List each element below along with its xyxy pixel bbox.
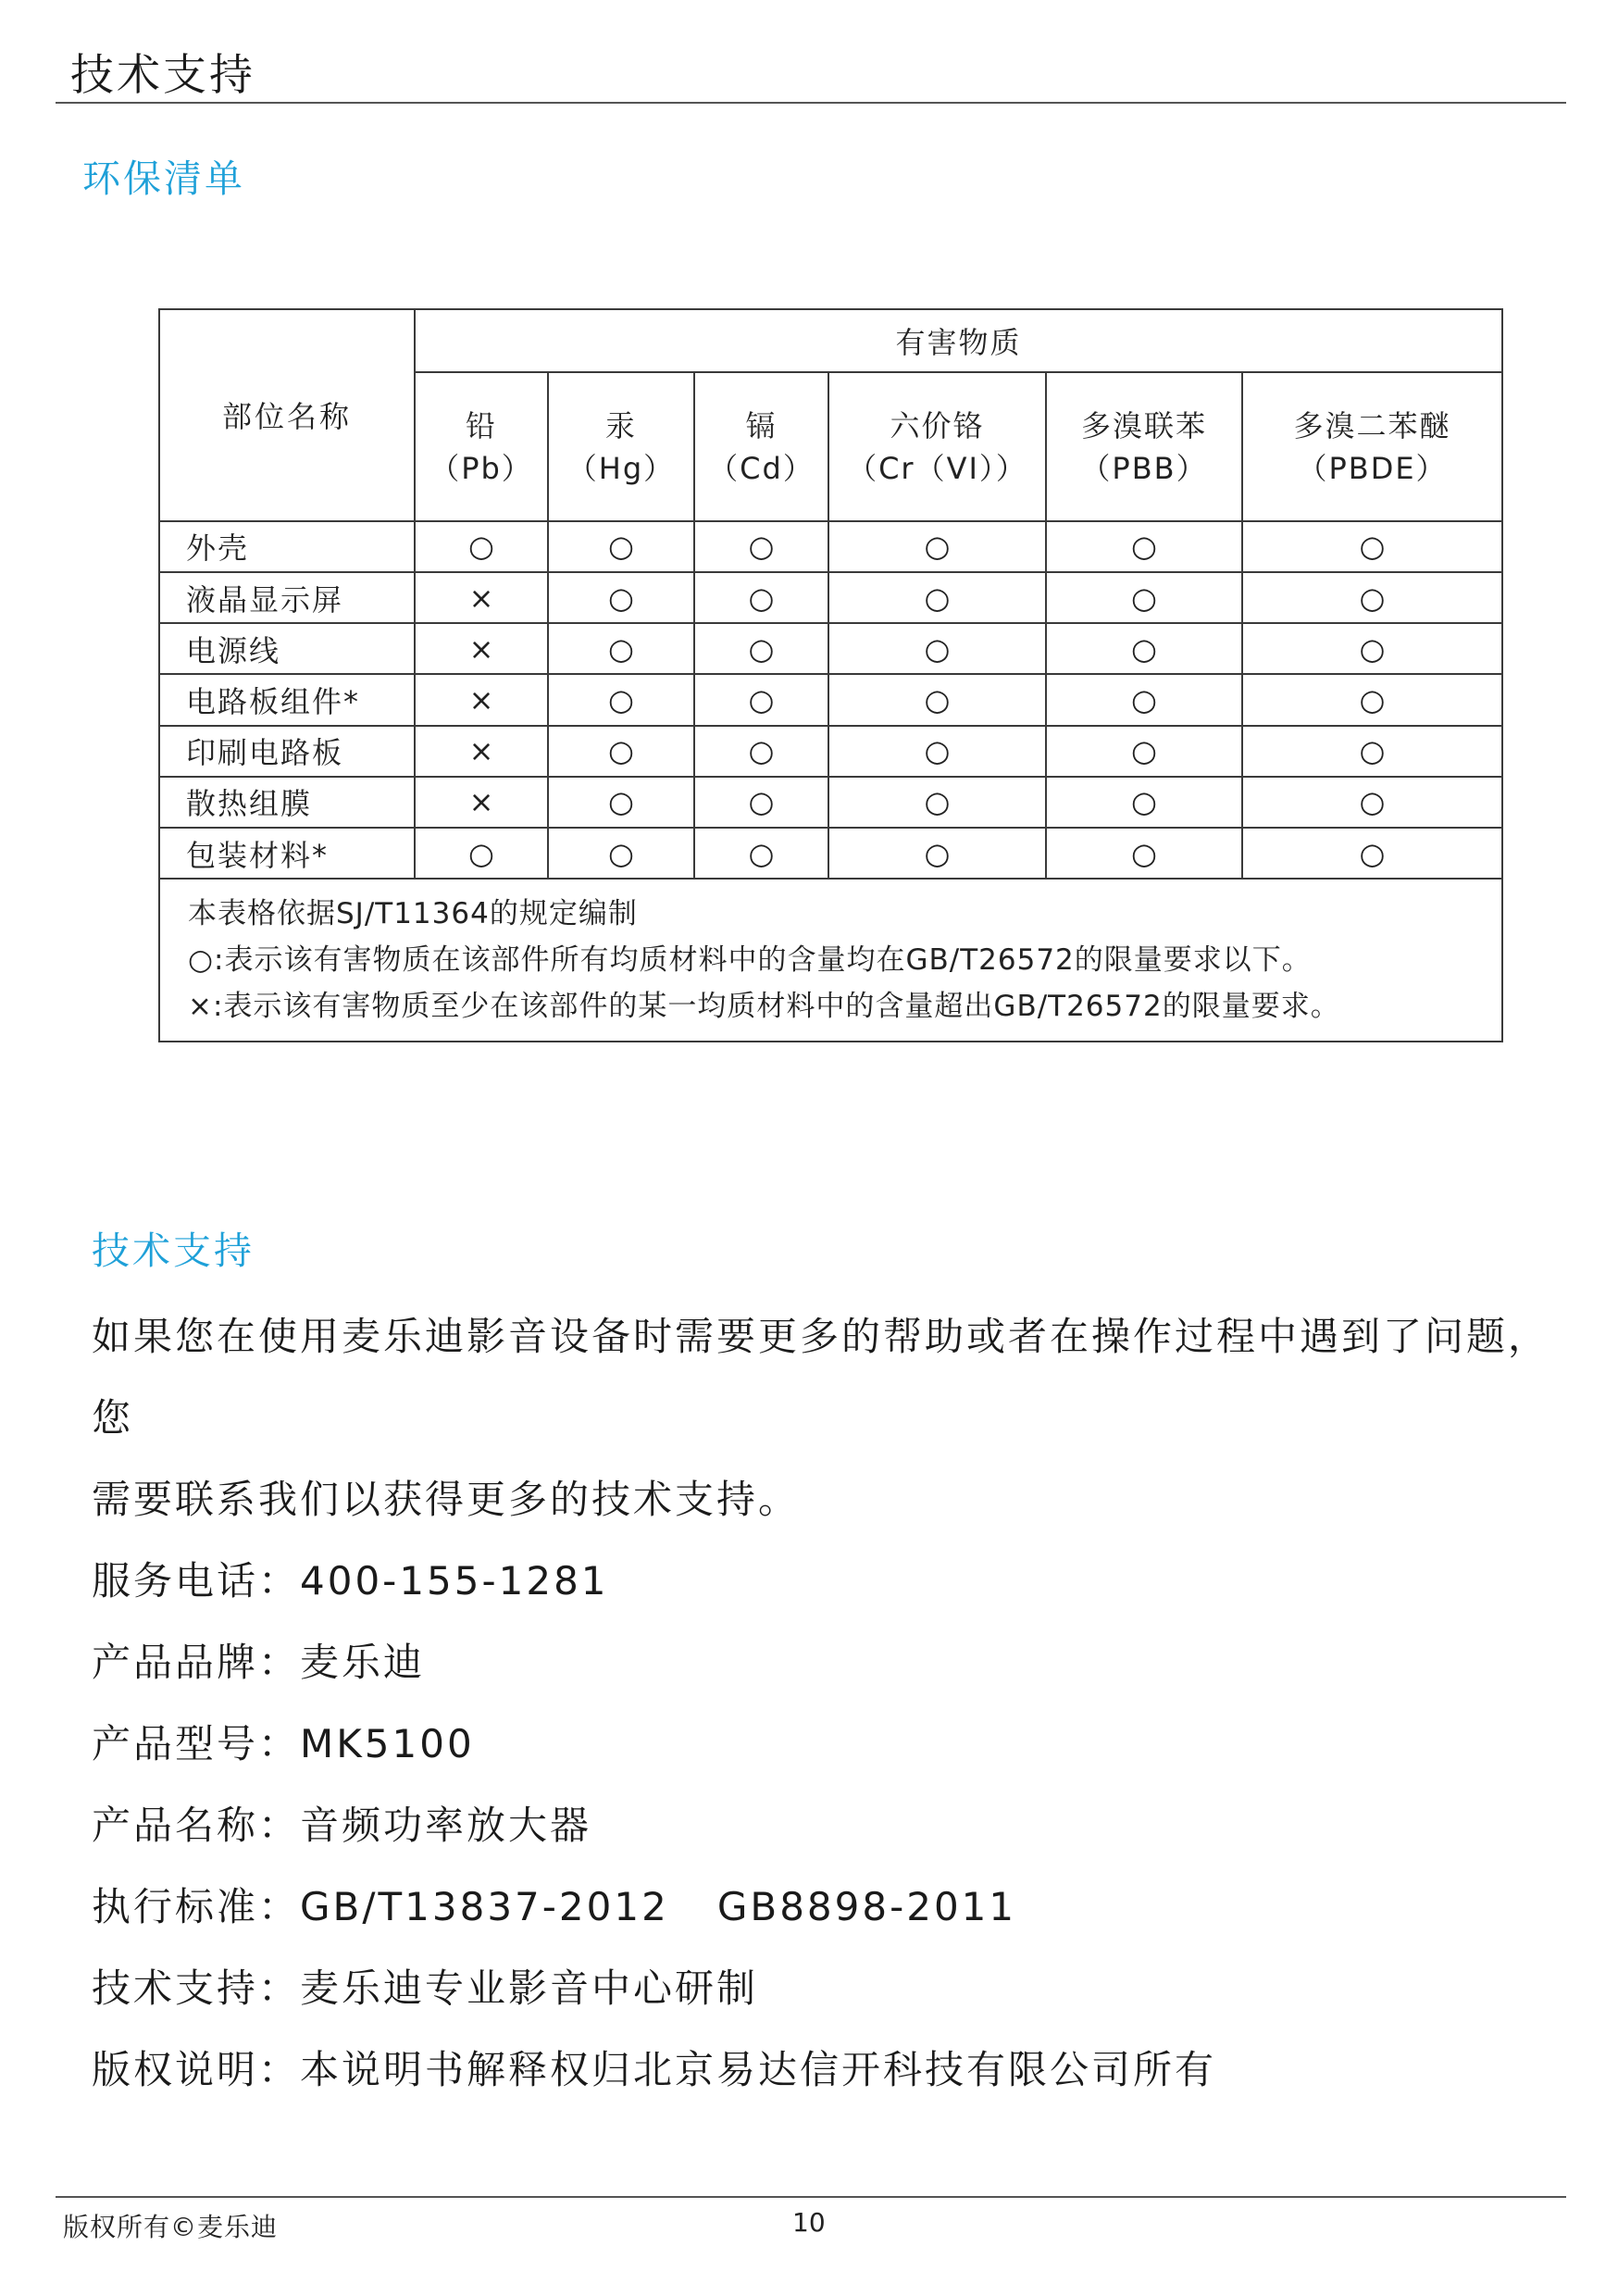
- exceeds-mark: ×: [415, 623, 548, 674]
- compliant-mark: ○: [828, 726, 1046, 777]
- note-cross: ×:表示该有害物质至少在该部件的某一均质材料中的含量超出GB/T26572的限量要求。: [188, 990, 1340, 1024]
- footer-divider: [56, 2196, 1566, 2198]
- tech-support-title: 技术支持: [92, 1229, 255, 1273]
- part-name: 液晶显示屏: [159, 572, 415, 623]
- copyright-statement: 版权说明：本说明书解释权归北京易达信开科技有限公司所有: [92, 2047, 1217, 2092]
- substance-header: [828, 372, 1046, 520]
- compliant-mark: ○: [548, 828, 694, 879]
- compliant-mark: ○: [694, 521, 828, 572]
- compliant-mark: ○: [548, 777, 694, 828]
- compliant-mark: ○: [1242, 777, 1502, 828]
- compliant-mark: ○: [1046, 572, 1242, 623]
- table-row: [159, 828, 1502, 879]
- substance-name: 六价铬: [890, 407, 985, 443]
- compliant-mark: ○: [694, 777, 828, 828]
- env-list-title: 环保清单: [82, 156, 245, 201]
- compliant-mark: ○: [1242, 828, 1502, 879]
- table-row: [159, 521, 1502, 572]
- substance-header: [1242, 372, 1502, 520]
- product-name: 产品名称：音频功率放大器: [92, 1803, 592, 1848]
- substance-name: 镉: [745, 407, 778, 443]
- compliant-mark: ○: [1242, 623, 1502, 674]
- part-name: 电源线: [159, 623, 415, 674]
- footer-copyright: 版权所有©麦乐迪: [63, 2212, 279, 2242]
- note-circle: ○:表示该有害物质在该部件所有均质材料中的含量均在GB/T26572的限量要求以下。: [188, 943, 1312, 978]
- compliant-mark: ○: [694, 674, 828, 725]
- substance-header: [415, 372, 548, 520]
- part-name: 印刷电路板: [159, 726, 415, 777]
- table-row: [159, 674, 1502, 725]
- compliant-mark: ○: [548, 521, 694, 572]
- compliant-mark: ○: [1046, 828, 1242, 879]
- compliant-mark: ○: [1046, 777, 1242, 828]
- compliant-mark: ○: [415, 521, 548, 572]
- part-name: 电路板组件*: [159, 674, 415, 725]
- compliant-mark: ○: [548, 572, 694, 623]
- intro-line-1: 如果您在使用麦乐迪影音设备时需要更多的帮助或者在操作过程中遇到了问题，您: [92, 1314, 1550, 1441]
- compliant-mark: ○: [1046, 726, 1242, 777]
- compliant-mark: ○: [694, 828, 828, 879]
- substance-name: 铅: [465, 407, 497, 443]
- substance-header: [1046, 372, 1242, 520]
- compliant-mark: ○: [828, 777, 1046, 828]
- hazard-header: 有害物质: [415, 309, 1502, 372]
- table-row: [159, 572, 1502, 623]
- substance-name: 多溴二苯醚: [1293, 407, 1451, 443]
- tech-support-body: [92, 1296, 1582, 2111]
- substance-header: [548, 372, 694, 520]
- compliant-mark: ○: [828, 623, 1046, 674]
- header-divider: [56, 102, 1566, 104]
- substance-name: 汞: [604, 407, 637, 443]
- compliant-mark: ○: [1242, 726, 1502, 777]
- compliant-mark: ○: [694, 572, 828, 623]
- table-row: [159, 623, 1502, 674]
- substance-symbol: （Cr（VI））: [847, 450, 1027, 486]
- compliant-mark: ○: [1046, 623, 1242, 674]
- table-notes: [159, 879, 1502, 1042]
- exceeds-mark: ×: [415, 777, 548, 828]
- part-name: 散热组膜: [159, 777, 415, 828]
- compliant-mark: ○: [828, 674, 1046, 725]
- compliant-mark: ○: [1242, 674, 1502, 725]
- page-number: 10: [792, 2207, 826, 2238]
- exceeds-mark: ×: [415, 674, 548, 725]
- table-row: [159, 777, 1502, 828]
- substance-symbol: （PBDE）: [1297, 450, 1448, 486]
- substance-name: 多溴联苯: [1080, 407, 1207, 443]
- product-model: 产品型号：MK5100: [92, 1721, 475, 1766]
- compliant-mark: ○: [1242, 521, 1502, 572]
- standard-primary: 执行标准：GB/T13837-2012: [92, 1884, 669, 1929]
- exceeds-mark: ×: [415, 572, 548, 623]
- substance-symbol: （Pb）: [429, 450, 533, 486]
- substance-header: [694, 372, 828, 520]
- table-body: [159, 521, 1502, 879]
- tech-support-line: 技术支持：麦乐迪专业影音中心研制: [92, 1965, 759, 2011]
- substance-symbol: （Cd）: [708, 450, 815, 486]
- compliant-mark: ○: [548, 623, 694, 674]
- page-header-title: 技术支持: [70, 50, 255, 101]
- substance-symbol: （PBB）: [1080, 450, 1208, 486]
- table-row: [159, 726, 1502, 777]
- compliant-mark: ○: [1242, 572, 1502, 623]
- exceeds-mark: ×: [415, 726, 548, 777]
- compliant-mark: ○: [548, 726, 694, 777]
- compliant-mark: ○: [1046, 521, 1242, 572]
- part-name: 外壳: [159, 521, 415, 572]
- compliant-mark: ○: [828, 572, 1046, 623]
- part-name: 包装材料*: [159, 828, 415, 879]
- standards: [92, 1866, 1582, 1948]
- service-phone: 服务电话：400-155-1281: [92, 1558, 609, 1603]
- compliant-mark: ○: [548, 674, 694, 725]
- note-basis: 本表格依据SJ/T11364的规定编制: [188, 897, 638, 931]
- compliant-mark: ○: [415, 828, 548, 879]
- hazardous-substances-table: [158, 308, 1503, 1042]
- compliant-mark: ○: [694, 726, 828, 777]
- substance-symbol: （Hg）: [566, 450, 676, 486]
- compliant-mark: ○: [828, 521, 1046, 572]
- compliant-mark: ○: [828, 828, 1046, 879]
- standard-secondary: GB8898-2011: [716, 1884, 1017, 1929]
- part-name-header: 部位名称: [159, 309, 415, 521]
- intro-line-2: 需要联系我们以获得更多的技术支持。: [92, 1477, 801, 1522]
- compliant-mark: ○: [1046, 674, 1242, 725]
- compliant-mark: ○: [694, 623, 828, 674]
- product-brand: 产品品牌：麦乐迪: [92, 1640, 426, 1685]
